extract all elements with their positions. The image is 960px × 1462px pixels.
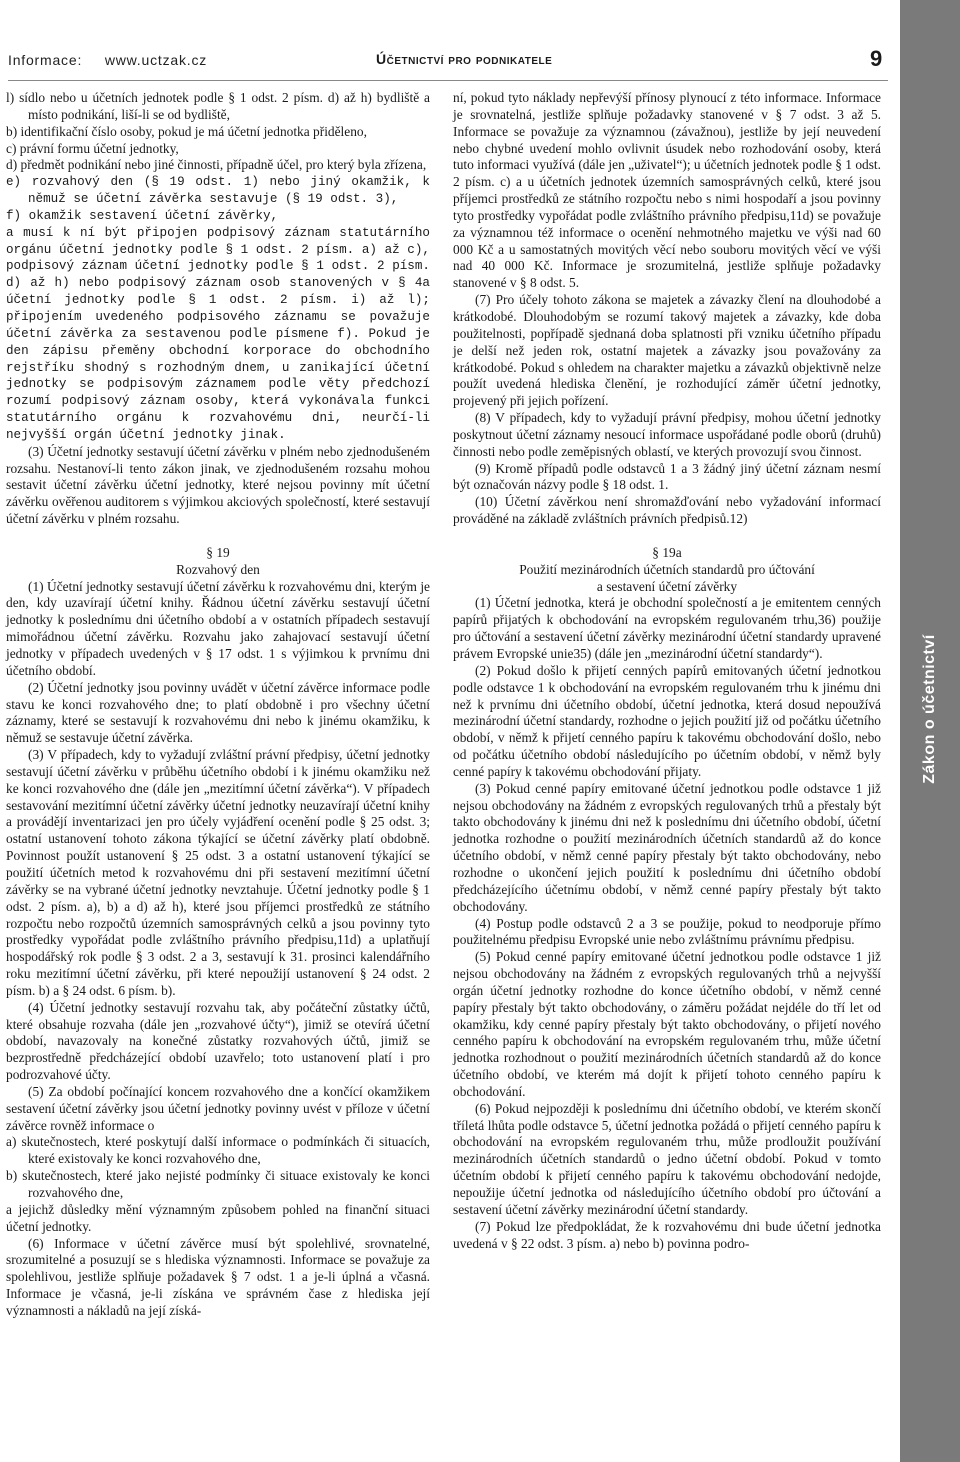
section-title: a sestavení účetní závěrky <box>596 578 738 594</box>
section-title: Použití mezinárodních účetních standardů pro účtování <box>519 561 815 577</box>
paragraph: (2) Účetní jednotky jsou povinny uvádět v účetní závěrce informace podle stavu ke konci rozvahového dne; to platí obdobně i pro všechny účetní záznamy, které se sestavují k rozvahovému dni nebo k jinému okamžiku, k němuž se sestavuje účetní závěrka. <box>6 679 430 746</box>
sidebar-tab-label: Zákon o účetnictví <box>921 634 938 784</box>
paragraph: (9) Kromě případů podle odstavců 1 a 3 žádný jiný účetní záznam nesmí být označován názvy podle § 18 odst. 1. <box>453 460 881 493</box>
paragraph: a musí k ní být připojen podpisový záznam statutárního orgánu účetní jednotky podle § 1 odst. 2 písm. a) až c), podpisový záznam účetní jednotky podle § 1 odst. 2 písm. d) až h) nebo podpisový záznam osob stanovených v § 4a účetní jednotky podle § 1 odst. 2 písm. i) až l); připojením uvedeného podpisového záznamu se považuje účetní závěrka za sestavenou podle písmene f). Pokud je den zápisu přeměny obchodní korporace do obchodního rejstříku shodný s rozhodným dnem, u zanikající účetní jednotky se podpisovým záznamem podle věty předchozí rozumí podpisový záznam osoby, která vykonávala funkci statutárního orgánu k rozvahovému dni, neurčí-li nejvyšší orgán účetní jednotky jinak. <box>6 225 430 442</box>
header-source-label: Informace: <box>8 52 83 68</box>
paragraph: (4) Postup podle odstavců 2 a 3 se použije, pokud to neodporuje přímo použitelnému předpisu Evropské unie nebo zvláštnímu právnímu předpisu. <box>453 915 881 948</box>
page-number: 9 <box>870 46 883 71</box>
paragraph: a jejichž důsledky mění významným způsobem pohled na finanční situaci účetní jednotky. <box>6 1201 430 1234</box>
page-header <box>8 46 888 76</box>
header-website-link[interactable]: www.uctzak.cz <box>104 52 208 68</box>
left-column <box>6 90 430 1320</box>
paragraph: (5) Pokud cenné papíry emitované účetní jednotkou podle odstavce 1 již nejsou obchodovány na žádném z evropských regulovaných trhů a nejvyšší orgán účetní jednotky rozhodne do konce účetního období, v němž cenné papíry přestaly být takto obchodovány, o záměru požádat nejdéle do tří let od okamžiku, kdy cenné papíry přestaly být takto obchodovány, o přijetí nového cenného papíru k obchodování na evropském regulovaném trhu, může účetní jednotka rozhodnout o použití mezinárodních účetních standardů až do konce účetního období, ve kterém má dojít k přijetí tohoto cenného papíru k obchodování. <box>453 949 881 1099</box>
paragraph: (2) Pokud došlo k přijetí cenných papírů emitovaných účetní jednotkou podle odstavce 1 k obchodování na evropském regulovaném trhu k jinému dni než k prvnímu dni účetního období, účetní jednotka, která dosud nepoužívá mezinárodní účetní standardy, rozhodne o jejich použití již od počátku účetního období, v němž k přijetí cenného papíru k takovému obchodování došlo, nebo od počátku účetního období následujícího po účetním období, v němž byly cenné papíry k takovému obchodování přijaty. <box>453 662 881 779</box>
paragraph: (5) Za období počínající koncem rozvahového dne a končící okamžikem sestavení účetní závěrky jsou účetní jednotky povinny uvést v příloze v účetní závěrce rovněž informace o <box>6 1083 430 1133</box>
list-item: c) právní formu účetní jednotky, <box>6 140 179 156</box>
paragraph: (1) Účetní jednotka, která je obchodní společností a je emitentem cenných papírů přijatých k obchodování na evropském regulovaném trhu,36) použije pro účtování a sestavení účetní závěrky mezinárodní účetní standardy upravené právem Evropské unie35) (dále jen „mezinárodní účetní standardy“). <box>453 595 881 661</box>
paragraph: (4) Účetní jednotky sestavují rozvahu tak, aby počáteční zůstatky účtů, které obsahuje rozvaha (dále jen „rozvahové účty“), jimiž se otevírá účetní období, navazovaly na konečné zůstatky rozvahových účtů, jimiž se bezprostředně předcházející období uzavřelo; toto ustanovení platí i pro podrozvahové účty. <box>6 999 430 1083</box>
section-number: § 19a <box>652 544 682 560</box>
header-magazine-title: Účetnictví pro podnikatele <box>376 51 553 67</box>
list-item: b) skutečnostech, které jako nejisté podmínky či situace existovaly ke konci rozvahového dne, <box>6 1168 430 1200</box>
list-item: l) sídlo nebo u účetních jednotek podle § 1 odst. 2 písm. d) až h) bydliště a místo podnikání, liší-li se od bydliště, <box>6 90 430 122</box>
paragraph: (3) Účetní jednotky sestavují účetní závěrku v plném nebo zjednodušeném rozsahu. Nestanoví-li tento zákon jinak, ve zjednodušeném rozsahu mohou sestavit účetní závěrku účetní jednotky, které nejsou povinny mít účetní závěrku ověřenou auditorem s výjimkou akciových společností, které sestavují účetní závěrku v plném rozsahu. <box>6 443 430 527</box>
paragraph: (3) V případech, kdy to vyžadují zvláštní právní předpisy, účetní jednotky sestavují účetní závěrku v průběhu účetního období i k jinému okamžiku než ke konci rozvahového dne (dále jen „mezitímní účetní závěrka“). V případech sestavování mezitímní účetní závěrky účetní jednotky neuzavírají účetní knihy a provádějí inventarizaci jen pro účely vyjádření ocenění podle § 25 odst. 3; ostatní ustanovení tohoto zákona týkající se účetní závěrky platí obdobně. Povinnost použít ustanovení § 25 odst. 3 a ostatní ustanovení týkající se použití účetních metod k rozvahovému dni při sestavení mezitímní účetní závěrky se na vybrané účetní jednotky nevztahuje. Účetní jednotky podle § 1 odst. 2 písm. a), b) a d) až h), které jsou příjemci prostředků ze státního rozpočtu nebo rozpočtů územních samosprávných celků a jsou povinny tyto prostředky vypořádat podle zvláštního právního předpisu,11d) a uplatňují hospodářský rok podle § 3 odst. 2 a 3, sestavují k 31. prosinci kalendářního roku mezitímní účetní závěrku, při které nepoužijí ustanovení § 24 odst. 2 písm. b) a § 24 odst. 6 písm. b). <box>6 747 430 998</box>
list-item: d) předmět podnikání nebo jiné činnosti, případně účel, pro který byla zřízena, <box>6 157 427 173</box>
paragraph: (7) Pro účely tohoto zákona se majetek a závazky člení na dlouhodobé a krátkodobé. Dlouhodobým se rozumí takový majetek a závazky, kde doba použitelnosti, popřípadě sjednaná doba splatnosti při vzniku účetního případu je delší než jeden rok, ostatní majetek a závazky jsou považovány za krátkodobé. Pokud s ohledem na charakter majetku a závazků objektivně nelze použít uvedená hlediska členění, je rozhodující záměr účetní jednotky, projevený při jejich pořízení. <box>453 292 881 409</box>
header-divider <box>8 80 888 81</box>
paragraph: (10) Účetní závěrkou není shromažďování nebo vyžadování informací prováděné na základě zvláštních právních předpisů.12) <box>453 494 881 527</box>
paragraph: (1) Účetní jednotky sestavují účetní závěrku k rozvahovému dni, kterým je den, kdy uzavírají účetní knihy. Řádnou účetní závěrku sestavují účetní jednotky k poslednímu dni účetního období a v ostatních případech sestavují mimořádnou účetní závěrku. Rozvahu jako zahajovací sestavují účetní jednotky v případech uvedených v § 17 odst. 1 s výjimkou k prvnímu dni účetního období. <box>6 578 430 678</box>
right-column <box>453 90 881 1252</box>
paragraph: ní, pokud tyto náklady nepřevýší přínosy plynoucí z této informace. Informace je srovnatelná, jestliže splňuje požadavky stanovené v § 7 odst. 3 až 5. Informace se považuje za významnou (závažnou), jestliže by její neuvedení nebo chybné uvedení mohlo ovlivnit úsudek nebo rozhodování osoby, která tuto informaci využívá (dále jen „uživatel“); u účetních jednotek podle § 1 odst. 2 písm. c) a u účetních jednotek územních samosprávných celků, které jsou příjemci prostředků ze státního rozpočtu nebo s nimi hospodaří a jsou povinny tyto prostředky vypořádat podle zvláštního právního předpisu,11d) se považuje za významnou též informace o ocenění nehmotného majetku ve výši nad 60 000 Kč a u samostatných movitých věcí nebo souboru movitých věcí ve výši nad 40 000 Kč. Informace je srozumitelná, jestliže splňuje požadavky stanovené v § 8 odst. 5. <box>453 90 881 291</box>
paragraph: (7) Pokud lze předpokládat, že k rozvahovému dni bude účetní jednotka uvedená v § 22 odst. 3 písm. a) nebo b) povinna podro- <box>453 1218 881 1251</box>
paragraph: (8) V případech, kdy to vyžadují právní předpisy, mohou účetní jednotky poskytnout účetní záznamy nesoucí informace uspořádané podle oborů (druhů) činnosti nebo podle zeměpisných oblastí, ve kterých provozují svou činnost. <box>453 410 881 459</box>
section-title: Rozvahový den <box>176 561 260 577</box>
sidebar-tab <box>900 0 960 1462</box>
list-item: e) rozvahový den (§ 19 odst. 1) nebo jiný okamžik, k němuž se účetní závěrka sestavuje (§ 19 odst. 3), <box>6 175 430 207</box>
paragraph: (3) Pokud cenné papíry emitované účetní jednotkou podle odstavce 1 již nejsou obchodovány na žádném z evropských regulovaných trhů a přestaly být takto obchodovány k jinému dni než k poslednímu dni účetního období, účetní jednotka rozhodne o použití mezinárodních účetních standardů až do konce účetního období, v němž cenné papíry přestaly být takto obchodovány, nebo rozhodne o ukončení jejich použití k poslednímu dni účetního období předcházejícího účetnímu období, v němž cenné papíry přestaly být takto obchodovány. <box>453 780 881 914</box>
list-item: a) skutečnostech, které poskytují další informace o podmínkách či situacích, které existovaly ke konci rozvahového dne, <box>6 1134 430 1167</box>
section-number: § 19 <box>206 544 230 560</box>
list-item: b) identifikační číslo osoby, pokud je má účetní jednotka přiděleno, <box>6 123 367 139</box>
paragraph: (6) Informace v účetní závěrce musí být spolehlivé, srovnatelné, srozumitelné a posuzují se s hlediska významnosti. Informace se považuje za spolehlivou, jestliže splňuje požadavek § 7 odst. 1 a je-li úplná a včasná. Informace je včasná, je-li získána ve správném čase z hlediska její významnosti a nákladů na její získá- <box>6 1235 430 1318</box>
list-item: f) okamžik sestavení účetní závěrky, <box>6 208 279 223</box>
header-left <box>8 52 225 68</box>
paragraph: (6) Pokud nejpozději k poslednímu dni účetního období, ve kterém skončí tříletá lhůta podle odstavce 5, účetní jednotka požádá o přijetí cenného papíru k obchodování na evropském regulovaném trhu, může prodloužit používání mezinárodních účetních standardů o jedno účetní období. Pokud v tomto účetním období k přijetí cenného papíru k takovému obchodování nedojde, nepoužije účetní jednotka od následujícího účetního období pro účtování a sestavení účetní závěrky mezinárodní účetní standardy. <box>453 1100 881 1217</box>
